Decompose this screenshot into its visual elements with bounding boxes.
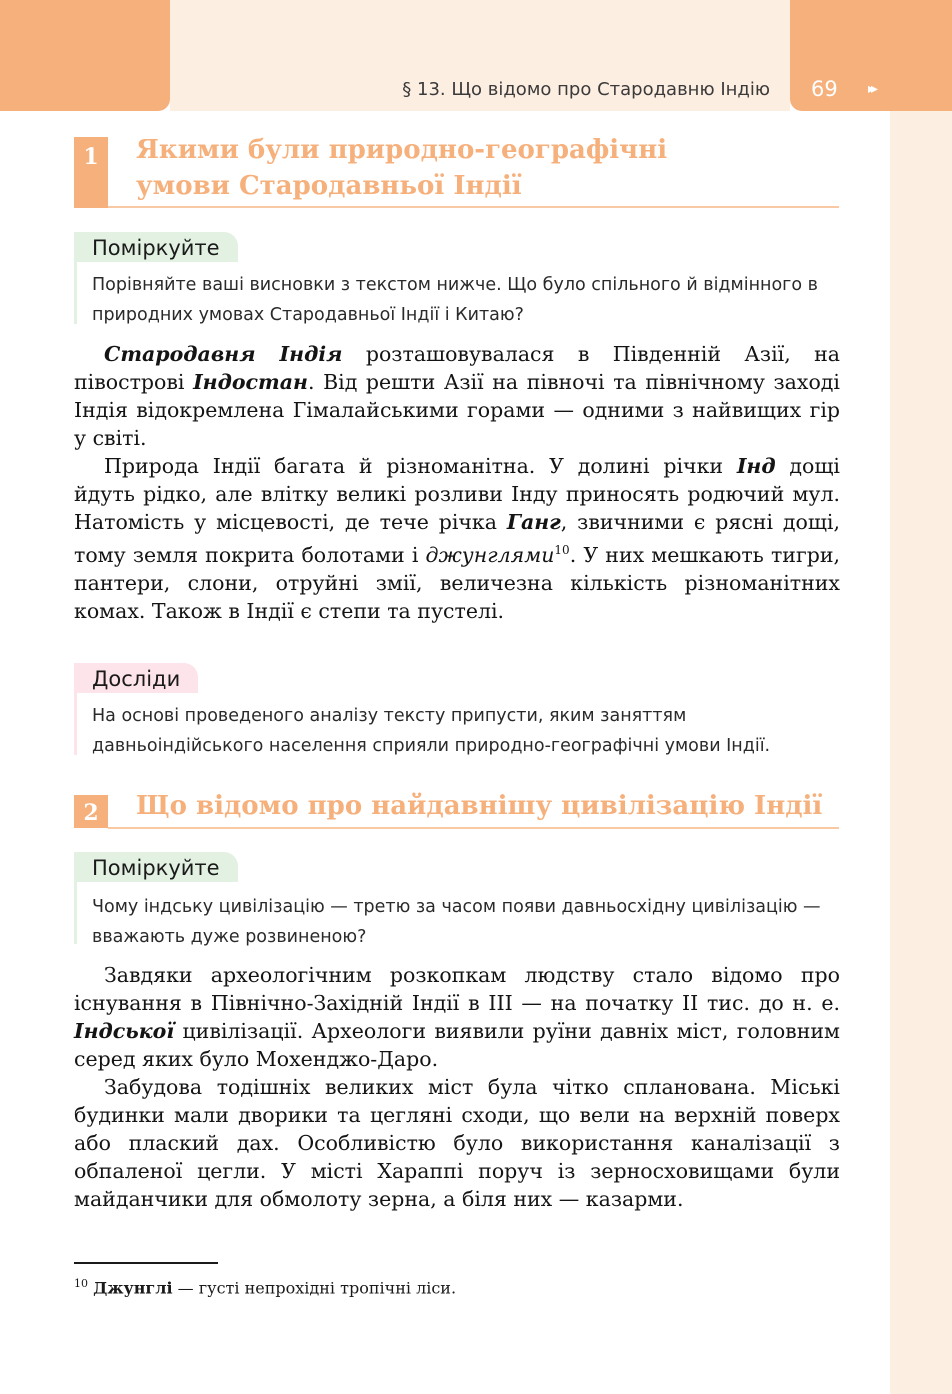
next-page-icon[interactable]: ▸▸: [868, 81, 875, 97]
paragraph: Стародавня Індія розташовувалася в Південній Азії, на півострові Індостан. Від решти Азії на півночі та північному заході Індія відокремлена Гімалайськими горами — одними з найвищих гір у світі.: [74, 342, 840, 450]
think-text: Порівняйте ваші висновки з текстом нижче. Що було спільного й відмінного в природних умовах Стародавньої Індії і Китаю?: [92, 275, 818, 325]
term-ganges: Ганг: [506, 510, 561, 534]
footnote-ref[interactable]: 10: [554, 543, 570, 557]
think-label: Поміркуйте: [74, 852, 238, 882]
section-1-number: 1: [74, 137, 108, 208]
page-number: 69: [811, 77, 838, 101]
footnote-rule: [74, 1262, 218, 1264]
footnote: [74, 1273, 456, 1299]
section-1-body: [74, 340, 840, 625]
footnote-term: Джунглі: [93, 1278, 173, 1298]
paragraph: Завдяки археологічним розкопкам людству стало відомо про існування в Північно-Західній Індії в III — на початку II тис. до н. е. Індської цивілізації. Археологи виявили руїни давніх міст, головним серед яких було Мохенджо-Даро.: [74, 963, 840, 1071]
section-1-rule: [108, 206, 839, 208]
footnote-text: — густі непрохідні тропічні ліси.: [172, 1278, 457, 1298]
term-jungles: джунглями: [425, 542, 555, 567]
think-box-bar: [74, 262, 77, 324]
term-indus-civilization: Індської: [74, 1019, 175, 1043]
section-1-title-line1: Якими були природно-географічні: [136, 135, 668, 165]
section-2-body: [74, 961, 840, 1213]
term-hindustan: Індостан: [193, 370, 308, 394]
paragraph: Природа Індії багата й різноманітна. У долині річки Інд дощі йдуть рідко, але влітку великі розливи Інду приносять родючий мул. Натомість у місцевості, де тече річка Ганг, звичними є рясні дощі, тому земля покрита болотами і джунглями$^{10}$. У них мешкають тигри, пантери, слони, отруйні змії, величезна кількість різноманітних комах. Також в Індії є степи та пустелі.: [74, 454, 840, 623]
section-2-number: 2: [74, 795, 108, 828]
paragraph: Забудова тодішніх великих міст була чітко спланована. Міські будинки мали дворики та цегляні сходи, що вели на верхній поверх або плаский дах. Особливістю було використання каналізації з обпаленої цегли. У місті Хараппі поруч із зерносховищами були майданчики для обмолоту зерна, а біля них — казарми.: [74, 1075, 840, 1211]
think-box-bar: [74, 882, 77, 944]
explore-box-bar: [74, 693, 77, 755]
running-head: § 13. Що відомо про Стародавню Індію: [402, 79, 770, 100]
side-margin-band: [890, 111, 952, 1394]
footnote-number: 10: [74, 1277, 88, 1290]
explore-label: Досліди: [74, 663, 198, 693]
think-text: Чому індську цивілізацію — третю за часом появи давньосхідну цивілізацію — вважають дуже розвиненою?: [92, 897, 821, 947]
explore-text: На основі проведеного аналізу тексту припусти, яким заняттям давньоіндійського населення сприяли природно-географічні умови Індії.: [92, 706, 771, 756]
term-ancient-india: Стародавня Індія: [104, 342, 343, 366]
think-label: Поміркуйте: [74, 232, 238, 262]
section-1-title-line2: умови Стародавньої Індії: [136, 171, 522, 201]
section-2-title: Що відомо про найдавнішу цивілізацію Індії: [136, 791, 823, 821]
term-indus: Інд: [736, 454, 776, 478]
section-2-rule: [108, 827, 839, 829]
header-tab-left: [0, 0, 170, 111]
